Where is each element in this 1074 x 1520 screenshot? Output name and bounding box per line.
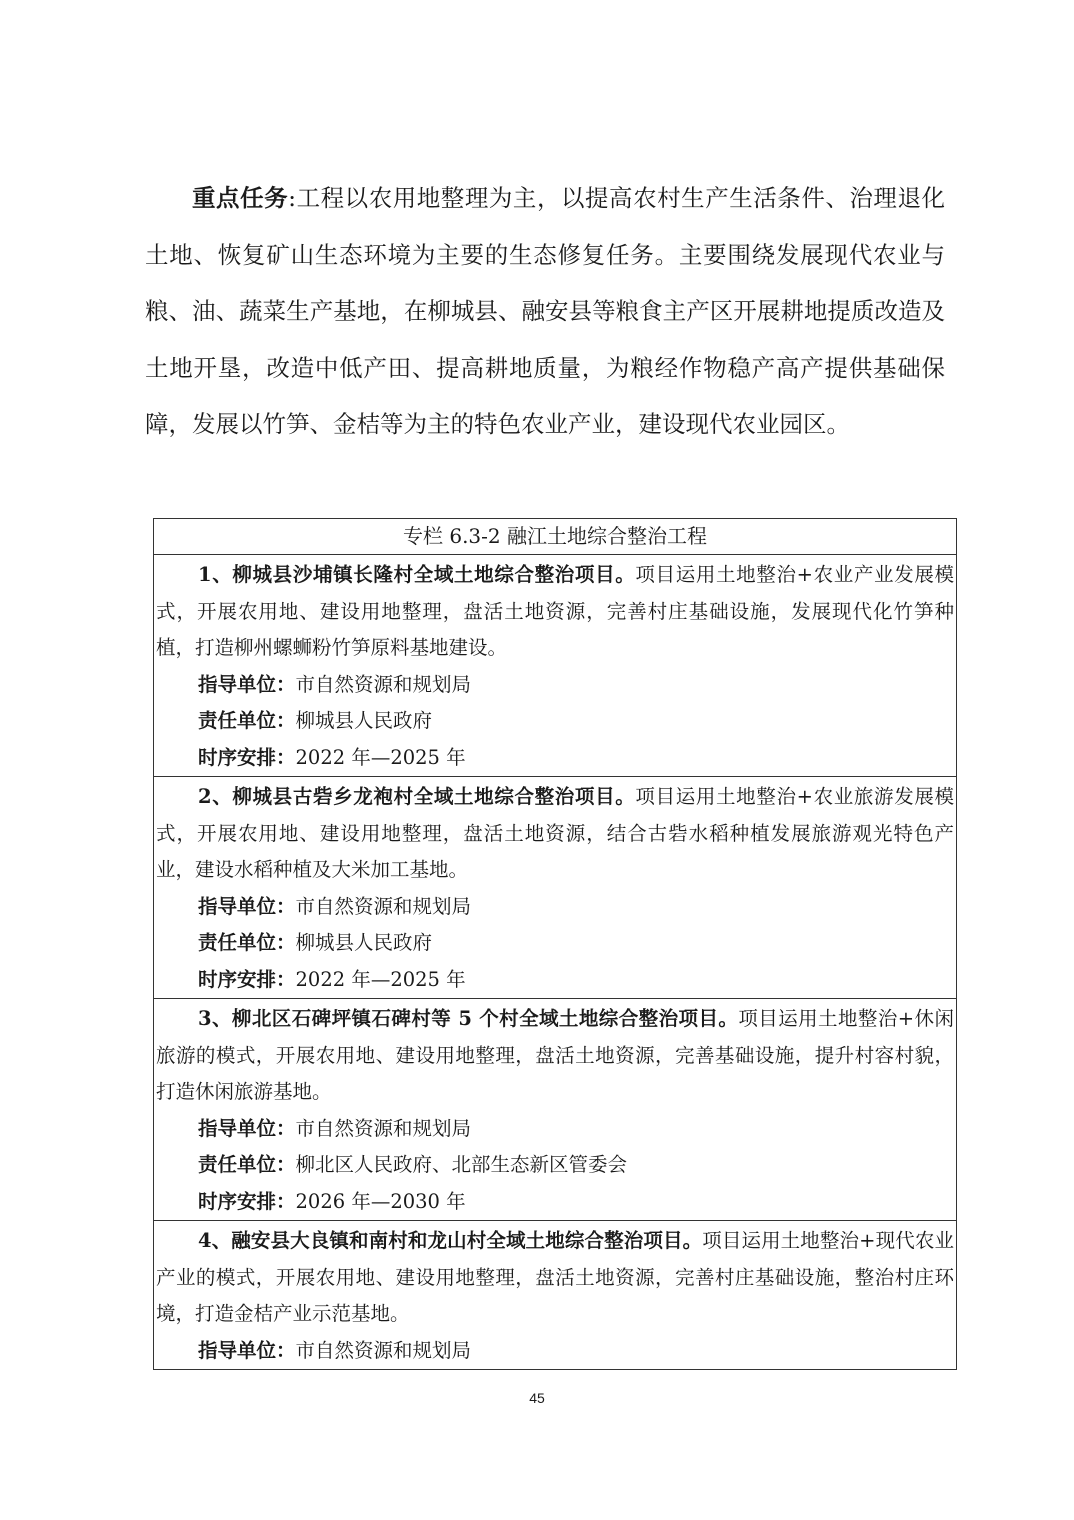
project-description — [154, 1223, 956, 1333]
project-description — [154, 557, 956, 667]
project-desc-text: 项目运用土地整治+农业产业发展模式，开展农用地、建设用地整理，盘活土地资源，完善村庄基础设施，发展现代化竹笋种植，打造柳州螺蛳粉竹笋原料基地建设。 — [156, 563, 954, 659]
schedule-label: 时序安排： — [198, 967, 296, 991]
project-desc-text: 项目运用土地整治+现代农业产业的模式，开展农用地、建设用地整理，盘活土地资源，完善村庄基础设施，整治村庄环境，打造金桔产业示范基地。 — [156, 1229, 954, 1325]
guide-unit-value: 市自然资源和规划局 — [295, 1338, 472, 1362]
guide-unit-line — [154, 667, 956, 704]
project-description — [154, 1001, 956, 1111]
guide-unit-label: 指导单位： — [198, 1338, 296, 1362]
guide-unit-value: 市自然资源和规划局 — [295, 894, 472, 918]
guide-unit-label: 指导单位： — [198, 894, 296, 918]
project-description — [154, 779, 956, 889]
guide-unit-value: 市自然资源和规划局 — [295, 1116, 472, 1140]
schedule-label: 时序安排： — [198, 745, 296, 769]
guide-unit-label: 指导单位： — [198, 672, 296, 696]
intro-lead: 重点任务 — [192, 184, 289, 212]
intro-paragraph — [145, 170, 945, 453]
column-title: 专栏 6.3-2 融江土地综合整治工程 — [154, 519, 956, 555]
responsible-unit-value: 柳城县人民政府 — [295, 931, 433, 954]
project-name: 3、柳北区石碑坪镇石碑村等 5 个村全域土地综合整治项目。 — [198, 1007, 739, 1030]
project-4 — [154, 1221, 956, 1369]
responsible-unit-value: 柳城县人民政府 — [295, 709, 433, 732]
guide-unit-line — [154, 889, 956, 926]
schedule-label: 时序安排： — [198, 1189, 296, 1213]
schedule-line — [154, 962, 956, 999]
schedule-line — [154, 1184, 956, 1221]
intro-text: 工程以农用地整理为主，以提高农村生产生活条件、治理退化土地、恢复矿山生态环境为主要的生态修复任务。主要围绕发展现代农业与粮、油、蔬菜生产基地，在柳城县、融安县等粮食主产区开展耕地提质改造及土地开垦，改造中低产田、提高耕地质量，为粮经作物稳产高产提供基础保障，发展以竹笋、金桔等为主的特色农业产业，建设现代农业园区。 — [145, 184, 946, 438]
responsible-unit-line — [154, 925, 956, 962]
project-name: 2、柳城县古砦乡龙袍村全域土地综合整治项目。 — [198, 785, 636, 808]
responsible-unit-line — [154, 1147, 956, 1184]
responsible-unit-label: 责任单位： — [198, 931, 296, 954]
responsible-unit-line — [154, 703, 956, 740]
guide-unit-value: 市自然资源和规划局 — [295, 672, 472, 696]
schedule-value: 2022 年—2025 年 — [295, 745, 466, 769]
project-2 — [154, 777, 956, 999]
intro-colon: : — [288, 184, 297, 212]
schedule-value: 2022 年—2025 年 — [295, 967, 466, 991]
responsible-unit-label: 责任单位： — [198, 1153, 296, 1176]
page-number: 45 — [529, 1390, 545, 1406]
responsible-unit-label: 责任单位： — [198, 709, 296, 732]
guide-unit-line — [154, 1333, 956, 1370]
column-box — [153, 518, 957, 1370]
project-desc-text: 项目运用土地整治+休闲旅游的模式，开展农用地、建设用地整理，盘活土地资源，完善基础设施，提升村容村貌，打造休闲旅游基地。 — [156, 1007, 954, 1103]
schedule-value: 2026 年—2030 年 — [295, 1189, 466, 1213]
project-name: 1、柳城县沙埔镇长隆村全域土地综合整治项目。 — [198, 563, 636, 586]
project-name: 4、融安县大良镇和南村和龙山村全域土地综合整治项目。 — [198, 1229, 703, 1252]
guide-unit-label: 指导单位： — [198, 1116, 296, 1140]
responsible-unit-value: 柳北区人民政府、北部生态新区管委会 — [295, 1153, 628, 1176]
guide-unit-line — [154, 1111, 956, 1148]
project-desc-text: 项目运用土地整治+农业旅游发展模式，开展农用地、建设用地整理，盘活土地资源，结合古砦水稻种植发展旅游观光特色产业，建设水稻种植及大米加工基地。 — [156, 785, 954, 881]
project-3 — [154, 999, 956, 1221]
schedule-line — [154, 740, 956, 777]
project-1 — [154, 555, 956, 777]
